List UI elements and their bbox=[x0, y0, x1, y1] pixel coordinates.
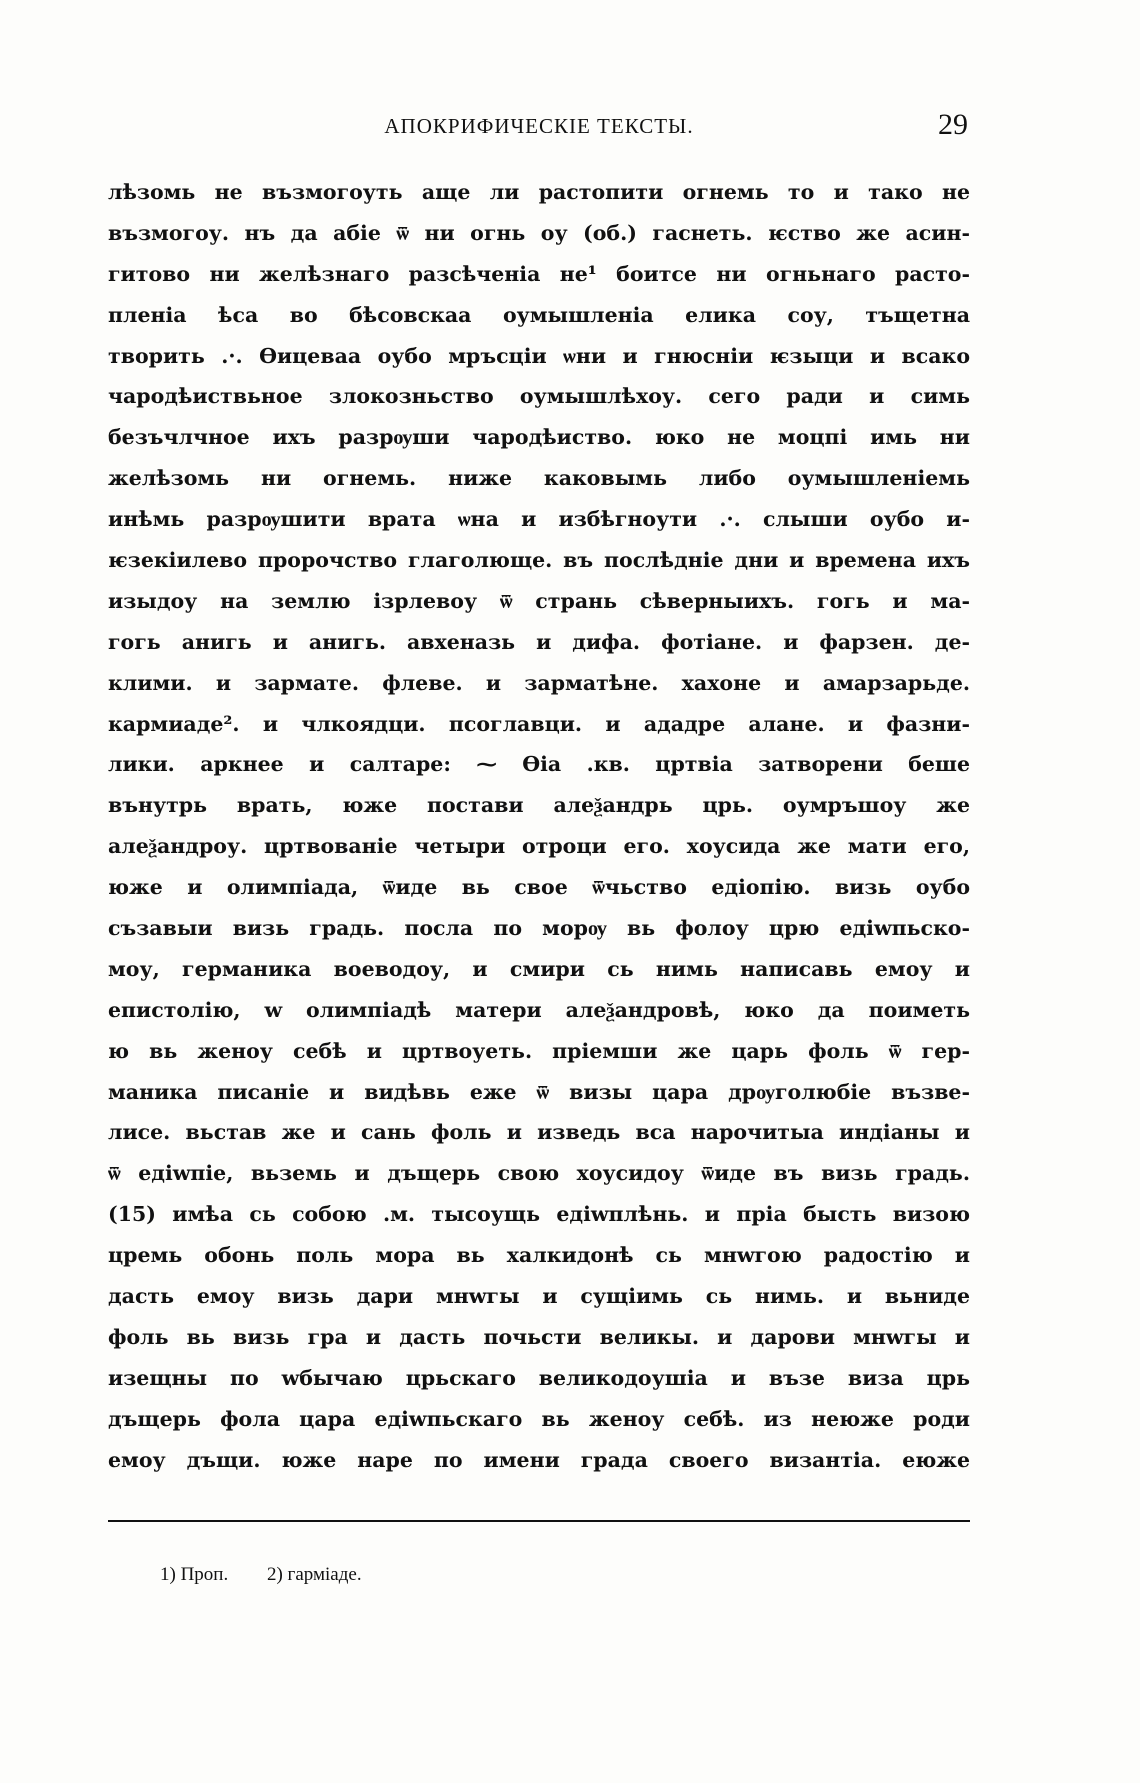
text-line: изыдоу на землю ізрлевоу ѿ странь сѣверныихъ. гогь и ма- bbox=[108, 588, 970, 613]
text-line: моу, германика воеводоу, и смири сь нимь написавь емоу и bbox=[108, 956, 970, 981]
text-line: алеѯандроу. цртвованіе четыри отроци его. хоусида же мати его, bbox=[108, 834, 970, 859]
text-line: дъщерь фола цара едіwпьскаго вь женоу себѣ. из неюже роди bbox=[108, 1406, 970, 1431]
text-line: лики. аркнее и салтаре: ⁓ Ѳіа .кв. цртвіа затворени беше bbox=[108, 752, 970, 777]
footnotes bbox=[160, 1564, 396, 1586]
footnote-1: 1) Проп. bbox=[160, 1564, 229, 1585]
text-line: ю вь женоу себѣ и цртвоуеть. пріемши же царь фоль ѿ гер- bbox=[108, 1038, 970, 1063]
text-line: чародѣиствьное злокозньство оумышлѣхоу. сего ради и симь bbox=[108, 384, 970, 409]
running-title: АПОКРИФИЧЕСКІЕ ТЕКСТЫ. bbox=[384, 114, 694, 138]
text-line: изещны по wбычаю црьскаго великодоушіа и възе виза црь bbox=[108, 1365, 970, 1390]
text-line: ѥзекіилево пророчство глаголюще. въ послѣдніе дни и времена ихъ bbox=[108, 548, 970, 573]
text-line: (15) имѣа сь собою .м. тысоущь едіwплѣнь. и пріа бысть визою bbox=[108, 1202, 970, 1227]
text-line: фоль вь визь гра и дасть почьсти великы. и дарови мнwгы и bbox=[108, 1324, 970, 1349]
text-line: лѣзомь не възмогоуть аще ли растопити огнемь то и тако не bbox=[108, 180, 970, 204]
text-line: цремь обонь поль мора вь халкидонѣ сь мнwгою радостію и bbox=[108, 1243, 970, 1268]
text-line: кармиаде². и члкоядци. псоглавци. и ададре алане. и фазни- bbox=[108, 711, 970, 736]
text-line: безъчлчное ихъ разрѹши чародѣиство. юко не моцпі имь ни bbox=[108, 425, 970, 450]
main-text bbox=[108, 172, 970, 1481]
text-line: гитово ни желѣзнаго разсѣченіа не¹ боитсе ни огньнаго расто- bbox=[108, 261, 970, 286]
footnote-2: 2) гарміаде. bbox=[266, 1564, 362, 1585]
text-line: възмогоу. нъ да абіе ѿ ни огнь оу (об.) гаснеть. ѥство же асин- bbox=[108, 220, 970, 245]
text-line: клими. и зармате. флеве. и зарматѣне. хахоне и амарзарьде. bbox=[108, 670, 970, 695]
text-line: творить .·. Ѳицеваа оубо мръсціи ѡни и гнюсніи ѥзыци и всако bbox=[108, 343, 970, 368]
text-line: лисе. вьстав же и сань фоль и изведь вса нарочитыа индіаны и bbox=[108, 1120, 970, 1145]
text-line: емоу дъщи. юже наре по имени града своего византіа. еюже bbox=[108, 1447, 970, 1472]
text-line: ѿ едіwпіе, вьземь и дъщерь свою хоусидоу ѿиде въ визь градь. bbox=[108, 1161, 970, 1186]
text-line: пленіа ѣса во бѣсовскаа оумышленіа елика соу, тъщетна bbox=[108, 302, 970, 327]
text-line: инѣмь разрѹшити врата ѡна и избѣгноути .·. слыши оубо и- bbox=[108, 507, 970, 532]
text-line: дасть емоу визь дари мнwгы и сущіимь сь нимь. и вьниде bbox=[108, 1284, 970, 1309]
text-line: желѣзомь ни огнемь. ниже каковымь либо оумышленіемь bbox=[108, 466, 970, 491]
text-line: съзавыи визь градь. посла по морѹ вь фолоу црю едіwпьско- bbox=[108, 916, 970, 941]
text-line: гогь анигь и анигь. авхеназь и дифа. фотіане. и фарзен. де- bbox=[108, 629, 970, 654]
text-line: юже и олимпіада, ѿиде вь свое ѿчьство едіопію. визь оубо bbox=[108, 875, 970, 900]
text-line: маника писаніе и видѣвь еже ѿ визы цара дрѹголюбіе възве- bbox=[108, 1079, 970, 1104]
text-line: вънутрь врать, юже постави алеѯандрь црь. оумръшоу же bbox=[108, 793, 970, 818]
page-header bbox=[110, 108, 968, 148]
text-line: епистолію, w олимпіадѣ матери алеѯандровѣ, юко да поиметь bbox=[108, 997, 970, 1022]
page-number: 29 bbox=[938, 108, 968, 141]
footnote-divider bbox=[108, 1520, 970, 1522]
